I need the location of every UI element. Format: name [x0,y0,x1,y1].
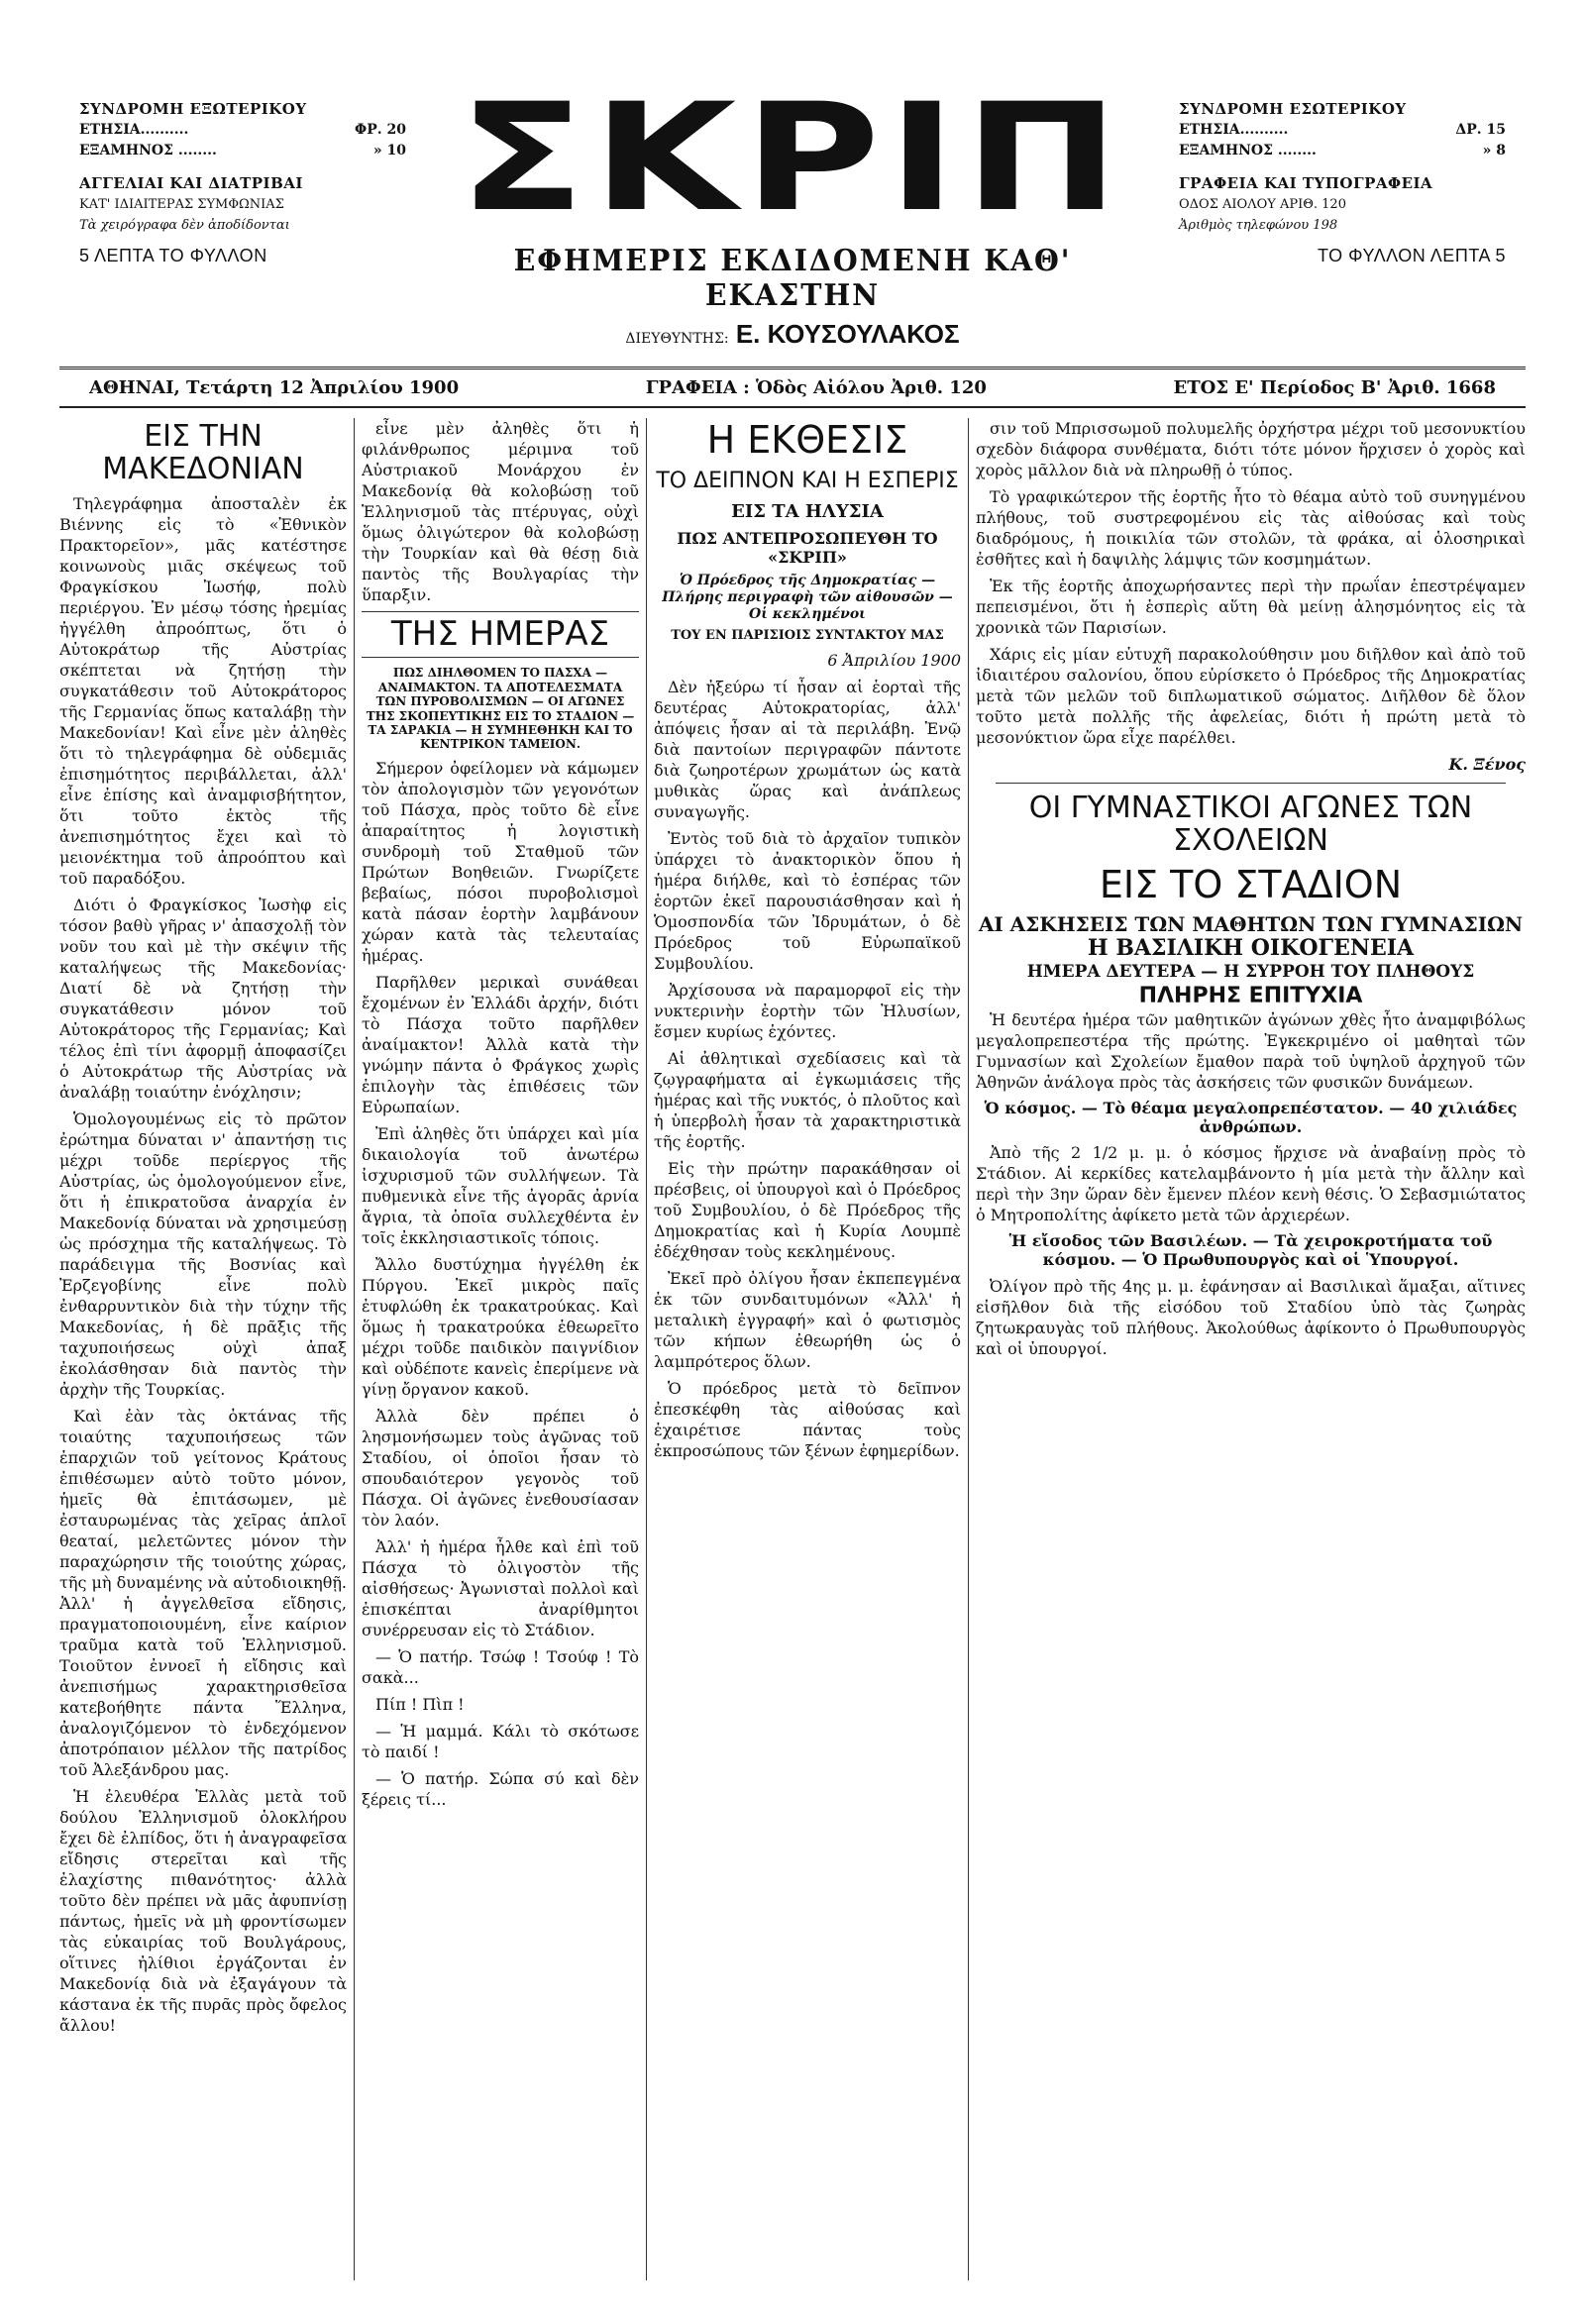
column-rule [354,418,355,2280]
issue-date: ΑΘΗΝΑΙ, Τετάρτη 12 Ἀπριλίου 1900 [89,377,460,398]
newspaper-logo: ΣΚΡΙΠ [458,72,1127,245]
price-right: ΤΟ ΦΥΛΛΟΝ ΛΕΠΤΑ 5 [1317,246,1506,265]
subscription-foreign: ΣΥΝΔΡΟΜΗ ΕΞΩΤΕΡΙΚΟΥ ΕΤΗΣΙΑ.......... ΦΡ. 20 ΕΞΑΜΗΝΟΣ ........ » 10 ΑΓΓΕΛΙΑΙ ΚΑΙ ΔΙΑΤΡΙΒΑΙ ΚΑΤ' ΙΔΙΑΙΤΕΡΑΣ ΣΥΜΦΩΝΙΑΣ Τὰ χειρόγραφα δὲν ἀποδίδονται 5 ΛΕΠΤΑ ΤΟ ΦΥΛΛΟΝ [79,100,406,265]
article-subhead-day: ΠΩΣ ΔΙΗΛΘΟΜΕΝ ΤΟ ΠΑΣΧΑ — ΑΝΑΙΜΑΚΤΟΝ. ΤΑ ΑΠΟΤΕΛΕΣΜΑΤΑ ΤΩΝ ΠΥΡΟΒΟΛΙΣΜΩΝ — ΟΙ ΑΓΩΝΕΣ ΤΗΣ ΣΚΟΠΕΥΤΙΚΗΣ ΕΙΣ ΤΟ ΣΤΑΔΙΟΝ — ΤΑ ΣΑΡΑΚΙΑ — Η ΣΥΜΗΕΘΗΚΗ ΚΑΙ ΤΟ ΚΕΝΤΡΙΚΟΝ ΤΑΜΕΙΟΝ. [366,666,635,752]
column-day-news: εἶνε μὲν ἀληθὲς ὅτι ἡ φιλάνθρωπος μέριμνα τοῦ Αὐστριακοῦ Μονάρχου ἐν Μακεδονίᾳ θὰ κολοβώσῃ τοῦ Ἑλληνισμοῦ τὰς πτέρυγας, οὐχὶ ὅμως ὀλιγώτερον θὰ κολοβώσῃ τὴν Τουρκίαν καὶ θὰ θέσῃ διὰ παντὸς τῆς Βουλγαρίας τὴν ὕπαρξιν. ΤΗΣ ΗΜΕΡΑΣ ΠΩΣ ΔΙΗΛΘΟΜΕΝ ΤΟ ΠΑΣΧΑ — ΑΝΑΙΜΑΚΤΟΝ. ΤΑ ΑΠΟΤΕΛΕΣΜΑΤΑ ΤΩΝ ΠΥΡΟΒΟΛΙΣΜΩΝ — ΟΙ ΑΓΩΝΕΣ ΤΗΣ ΣΚΟΠΕΥΤΙΚΗΣ ΕΙΣ ΤΟ ΣΤΑΔΙΟΝ — ΤΑ ΣΑΡΑΚΙΑ — Η ΣΥΜΗΕΘΗΚΗ ΚΑΙ ΤΟ ΚΕΝΤΡΙΚΟΝ ΤΑΜΕΙΟΝ. Σήμερον ὀφείλομεν νὰ κάμωμεν τὸν ἀπολογισμὸν τῶν γεγονότων τοῦ Πάσχα, πρὸς τοῦτο δὲ εἶνε ἀπαραίτητος ἡ λογιστικὴ συνδρομὴ τοῦ Σταθμοῦ τῶν Πρώτων Βοηθειῶν. Γνωρίζετε βεβαίως, πόσοι πυροβολισμοὶ κατὰ πάσαν ἑορτὴν λαμβάνουν χώραν κατὰ τὰς τελευταίας ἡμέρας. Παρῆλθεν μερικαὶ συνάθεαι ἔχομένων ἐν Ἑλλάδι ἀρχήν, διότι τὸ Πάσχα τοῦτο παρῆλθεν ἀναίμακτον! Ἀλλὰ κατὰ τὴν γνώμην πάντα ὁ Φράγκος χωρὶς ἐπιλογὴν τὰς ἐπιθέσεις τῶν Εὐρωπαίων. Ἐπὶ ἀληθὲς ὅτι ὑπάρχει καὶ μία δικαιολογία τοῦ ἀνωτέρω ἰσχυρισμοῦ τῶν συλλήψεων. Τὰ πυθμενικὰ εἶνε τῆς ἀγορᾶς ἀρνία ἄγρια, τὰ ὁποῖα συλλεχθέντα ἐν τοῖς ἐκκλησιαστικοῖς τόποις. Ἄλλο δυστύχημα ἠγγέλθη ἐκ Πύργου. Ἐκεῖ μικρὸς παῖς ἐτυφλώθη ἐκ τρακατρούκας. Καὶ ὅμως ἡ τρακατρούκα ἐθεωρεῖτο μέχρι τοῦδε παιδικὸν παιγνίδιον καὶ οὐδέποτε κανεὶς ἐπερίμενε νὰ γίνῃ ὄργανον κακοῦ. Ἀλλὰ δὲν πρέπει ὁ λησμονήσωμεν τοὺς ἀγῶνας τοῦ Σταδίου, οἱ ὁποῖοι ἦσαν τὸ σπουδαιότερον γεγονὸς τοῦ Πάσχα. Οἱ ἀγῶνες ἐνεθουσίασαν τὸν λαόν. Ἀλλ' ἡ ἡμέρα ἦλθε καὶ ἐπὶ τοῦ Πάσχα τὸ ὀλιγοστὸν τῆς αἰσθήσεως· Ἀγωνισταὶ πολλοὶ καὶ ἐπισκέπται ἀναρίθμητοι συνέρρευσαν εἰς τὸ Στάδιον. — Ὁ πατήρ. Τσώφ ! Τσούφ ! Τὸ σακὰ... Πίπ ! Πὶπ ! — Ἡ μαμμά. Κάλι τὸ σκότωσε τὸ παιδί ! — Ὁ πατήρ. Σώπα σύ καὶ δὲν ξέρεις τί... [362,419,639,1809]
newspaper-subtitle: ΕΦΗΜΕΡΙΣ ΕΚΔΙΔΟΜΕΝΗ ΚΑΘ' ΕΚΑΣΤΗΝ [513,244,1072,313]
column-rule [646,418,647,2280]
column-rule [968,418,969,2280]
column-macedonia: ΕΙΣ ΤΗΝ ΜΑΚΕΔΟΝΙΑΝ Τηλεγράφημα ἀποσταλὲν ἐκ Βιέννης εἰς τὸ «Ἐθνικὸν Πρακτορεῖον», μᾶς κατέστησε κοινωνοὺς μιᾶς σκέψεως τοῦ Φραγκίσκου Ἰωσήφ, πολὺ περιέργου. Ἐν μέσῳ τόσης ἠρεμίας ἠγγέλθη ἀπροόπτως, ὅτι ὁ Αὐτοκράτωρ τῆς Αὐστρίας σκέπτεται νὰ ζητήσῃ τὴν συγκατάθεσιν τοῦ Αὐτοκράτορος τῆς Γερμανίας ὅπως καταλάβῃ τὴν Μακεδονίαν! Καὶ εἶνε μὲν ἀληθὲς ὅτι τὸ τηλεγράφημα δὲ οὐδεμιᾶς ἐπισημότητος περιβάλλεται, ἀλλ' εἶνε ἐπίσης καὶ ἀναμφισβήτητον, ὅτι τοῦτο ἐκτὸς τῆς ἀνεπισημότητος ἔχει καὶ τὸ μειονέκτημα τοῦ ἀπροόπτου καὶ τοῦ παραδόξου. Διότι ὁ Φραγκίσκος Ἰωσὴφ εἰς τόσον βαθὺ γῆρας ν' ἀπασχολῇ τὸν νοῦν του καὶ μὲ τὴν σκέψιν τῆς καταλήψεως τῆς Μακεδονίας· Διατί δὲ νὰ ζητήσῃ τὴν συγκατάθεσιν μόνον τοῦ Αὐτοκράτορος τῆς Γερμανίας; Καὶ τέλος ἐπὶ τίνι ἀφορμῇ ἀποφασίζει ὁ Αὐτοκράτωρ τῆς Αὐστρίας νὰ ἀναλάβῃ τοιαύτην ἐνόχλησιν; Ὁμολογουμένως εἰς τὸ πρῶτον ἐρώτημα δύναται ν' ἀπαντήσῃ τις μέχρι τοῦδε περίεργος τῆς Αὐστρίας, ὡς ὁμολογούμενον εἶνε, ὅτι ἡ ἐπικρατοῦσα ἀναρχία ἐν Μακεδονίᾳ δύναται νὰ χρησιμεύσῃ ὡς πρόσχημα τῆς καταλήψεως. Τὸ παράδειγμα τῆς Βοσνίας καὶ Ἐρζεγοβίνης εἶνε πολὺ ἐνθαρρυντικὸν διὰ τὴν τύχην τῆς Μακεδονίας, ἡ δὲ πρᾶξις τῆς ταχυποιήσεως οὐχὶ ἀπαξ ἐκολάσθησαν διὰ παντὸς τὴν ἀρχὴν τῆς Τουρκίας. Καὶ ἐὰν τὰς ὀκτάνας τῆς τοιαύτης ταχυποιήσεως τῶν ἐπαρχιῶν τοῦ γείτονος Κράτους ἐπιθέσωμεν αὐτὸ τοῦτο μόνον, ἡμεῖς θὰ ἐπιτάσωμεν, μὲ ἐσταυρωμένας τὰς χεῖρας ἁπλοῖ θεαταί, μελετῶντες μόνον τὴν παραχώρησιν τῆς τοιούτης χώρας, τῆς μὴ δυναμένης νὰ αὐτοδιοικηθῇ. Ἀλλ' ἡ ἀγγελθεῖσα εἴδησις, πραγματοποιουμένη, εἶνε καίριον τραῦμα κατὰ τοῦ Ἑλληνισμοῦ. Τοιοῦτον ἐννοεῖ ἡ εἴδησις καὶ ἀνεπισήμως χαρακτηρισθεῖσα κατεβοήθητε πάντα Ἕλληνα, ἀναλογιζόμενον τὸ ἐνδεχόμενον ἀποτρόπαιον μέλλον τῆς πατρίδος τοῦ Ἀλεξάνδρου μας. Ἡ ἐλευθέρα Ἑλλὰς μετὰ τοῦ δούλου Ἑλληνισμοῦ ὁλοκλήρου ἔχει δὲ ἐλπίδος, ὅτι ἡ ἀναγραφεῖσα εἴδησις στερεῖται καὶ τῆς ἐλαχίστης πιθανότητος· ἀλλὰ τοῦτο δὲν πρέπει νὰ μᾶς ἀφυπνίσῃ πάντως, ἡμεῖς νὰ μὴ φροντίσωμεν τὰς εὐκαιρίας τοῦ Βουλγάρους, οἵτινες ἠλίθιοι ἐργάζονται ἐν Μακεδονίᾳ διὰ νὰ ἐξαγάγουν τὰ κάστανα ἐκ τῆς πυρᾶς πρὸς ὄφελος ἄλλου! [59,419,347,2035]
subscription-domestic: ΣΥΝΔΡΟΜΗ ΕΣΩΤΕΡΙΚΟΥ ΕΤΗΣΙΑ.......... ΔΡ. 15 ΕΞΑΜΗΝΟΣ ........ » 8 ΓΡΑΦΕΙΑ ΚΑΙ ΤΥΠΟΓΡΑΦΕΙΑ ΟΔΟΣ ΑΙΟΛΟΥ ΑΡΙΘ. 120 Ἀριθμὸς τηλεφώνου 198 ΤΟ ΦΥΛΛΟΝ ΛΕΠΤΑ 5 [1179,100,1506,265]
dateline [59,367,1526,408]
article-title-day: ΤΗΣ ΗΜΕΡΑΣ [362,611,639,658]
article-title-macedonia: ΕΙΣ ΤΗΝ ΜΑΚΕΔΟΝΙΑΝ [102,419,304,486]
article-title-gymnastics: ΟΙ ΓΥΜΝΑΣΤΙΚΟΙ ΑΓΩΝΕΣ ΤΩΝ ΣΧΟΛΕΙΩΝ [1028,791,1473,858]
divider [996,783,1506,784]
column-exhibition: Η ΕΚΘΕΣΙΣ ΤΟ ΔΕΙΠΝΟΝ ΚΑΙ Η ΕΣΠΕΡΙΣ ΕΙΣ ΤΑ ΗΛΥΣΙΑ ΠΩΣ ΑΝΤΕΠΡΟΣΩΠΕΥΘΗ ΤΟ «ΣΚΡΙΠ» Ὁ Πρόεδρος τῆς Δημοκρατίας — Πλήρης περιγραφὴ τῶν αἰθουσῶν — Οἱ κεκλημένοι ΤΟΥ ΕΝ ΠΑΡΙΣΙΟΙΣ ΣΥΝΤΑΚΤΟΥ ΜΑΣ 6 Ἀπριλίου 1900 Δὲν ἠξεύρω τί ἦσαν αἱ ἑορταὶ τῆς δευτέρας Αὐτοκρατορίας, ἀλλ' ἀπόψεις ἦσαν αἱ τὰ περιλάβη. Ἐνῷ διὰ παντοίων περιγραφῶν πάντοτε διὰ ζωηροτέρων χρωμάτων ὡς κατὰ μυθικὰς ὥρας καὶ ἀνάπλεως συναγωγῆς. Ἐντὸς τοῦ διὰ τὸ ἀρχαῖον τυπικὸν ὑπάρχει τὸ ἀνακτορικὸν ὅπου ἡ ἡμέρα διήλθε, καὶ τὸ ἐσπέρας τῶν ἑορτῶν ἐκεῖ παρουσιάσθησαν καὶ ἡ Ὁμοσπονδία τῶν Ἰδρυμάτων, ὁ δὲ Πρόεδρος τοῦ Εὐρωπαϊκοῦ Συμβουλίου. Ἀρχίσουσα νὰ παραμορφοῖ εἰς τὴν νυκτερινὴν ἑορτὴν τῶν Ἠλυσίων, ἔσμεν κυρίως ἐχόντες. Αἱ ἀθλητικαὶ σχεδίασεις καὶ τὰ ζῳγραφήματα αἱ ἐγκωμιάσεις τῆς ἡμέρας καὶ τῆς νυκτός, ὁ πλοῦτος καὶ ἡ ὑπερβολὴ ἦσαν τὰ χαρακτηριστικὰ τῆς ἑορτῆς. Εἰς τὴν πρώτην παρακάθησαν οἱ πρέσβεις, οἱ ὑπουργοὶ καὶ ὁ Πρόεδρος τοῦ Συμβουλίου, ὁ δὲ Πρόεδρος τῆς Δημοκρατίας καὶ ἡ Κυρία Λουμπὲ ἐδέχθησαν τοὺς κεκλημένους. Ἐκεῖ πρὸ ὀλίγου ἦσαν ἐκπεπεγμένα ἐκ τῶν συνδαιτυμόνων «Ἀλλ' ἡ μεταλικὴ ἐγγραφή» καὶ ὁ φωτισμὸς τῶν κήπων ἐθεωρήθη ὡς ὁ λαμπρότερος ὅλων. Ὁ πρόεδρος μετὰ τὸ δεῖπνον ἐπεσκέφθη τὰς αἰθούσας καὶ ἐχαιρέτισε πάντας τοὺς ἐκπροσώπους τῶν ξένων ἐφημερίδων. [654,418,961,1460]
article-signature: Κ. Ξένος [1448,755,1526,774]
title-block [416,72,1169,350]
director-line: ΔΙΕΥΘΥΝΤΗΣ: Ε. ΚΟΥΣΟΥΛΑΚΟΣ [625,319,960,349]
gymnastics-banner: ΟΙ ΓΥΜΝΑΣΤΙΚΟΙ ΑΓΩΝΕΣ ΤΩΝ ΣΧΟΛΕΙΩΝ ΕΙΣ ΤΟ ΣΤΑΔΙΟΝ ΑΙ ΑΣΚΗΣΕΙΣ ΤΩΝ ΜΑΘΗΤΩΝ ΤΩΝ ΓΥΜΝΑΣΙΩΝ Η ΒΑΣΙΛΙΚΗ ΟΙΚΟΓΕΝΕΙΑ ΗΜΕΡΑ ΔΕΥΤΕΡΑ — Η ΣΥΡΡΟΗ ΤΟΥ ΠΛΗΘΟΥΣ ΠΛΗΡΗΣ ΕΠΙΤΥΧΙΑ [976,792,1526,1006]
issue-number: ΕΤΟΣ Ε' Περίοδος Β' Ἀριθ. 1668 [1173,377,1496,398]
column-gymnastics: σιν τοῦ Μπρισσωμοῦ πολυμελῆς ὀρχήστρα μέχρι τοῦ μεσονυκτίου σχεδὸν διάφορα συνθέματα, διότι τότε μόνον ἤρχισεν ὁ χορὸς καὶ χορὸς μᾶλλον διὰ νὰ πληρωθῇ ὁ τύπος. Τὸ γραφικώτερον τῆς ἑορτῆς ἦτο τὸ θέαμα αὐτὸ τοῦ συνηγμένου πλήθους, τοῦ συστρεφομένου εἰς τὰς αἰθούσας καὶ τοὺς διαδρόμους, ἡ ποικιλία τῶν στολῶν, τὰ φράκα, αἱ ὁλοσηρικαὶ ἐσθῆτες καὶ ἡ δαψιλὴς λάμψις τῶν κοσμημάτων. Ἐκ τῆς ἑορτῆς ἀποχωρήσαντες περὶ τὴν πρωΐαν ἐπεστρέψαμεν πεπεισμένοι, ὅτι ἡ ἑσπερὶς αὕτη θὰ μείνῃ ἀλησμόνητος εἰς τὰ χρονικὰ τῶν Παρισίων. Χάρις εἰς μίαν εὐτυχῆ παρακολούθησιν μου διῆλθον καὶ ἀπὸ τοῦ ἰδιαιτέρου σαλονίου, ὅπου εὑρίσκετο ὁ Πρόεδρος τῆς Δημοκρατίας μετὰ τῶν μελῶν τοῦ διπλωματικοῦ σώματος. Διῆλθον δὲ ὅλον τοῦτο μετὰ πολλῆς τῆς ἀφελείας, διότι ἡ πρώτη μετὰ τὸ μεσονύκτιον ὥρα εἶχε παρέλθει. Κ. Ξένος ΟΙ ΓΥΜΝΑΣΤΙΚΟΙ ΑΓΩΝΕΣ ΤΩΝ ΣΧΟΛΕΙΩΝ ΕΙΣ ΤΟ ΣΤΑΔΙΟΝ ΑΙ ΑΣΚΗΣΕΙΣ ΤΩΝ ΜΑΘΗΤΩΝ ΤΩΝ ΓΥΜΝΑΣΙΩΝ Η ΒΑΣΙΛΙΚΗ ΟΙΚΟΓΕΝΕΙΑ ΗΜΕΡΑ ΔΕΥΤΕΡΑ — Η ΣΥΡΡΟΗ ΤΟΥ ΠΛΗΘΟΥΣ ΠΛΗΡΗΣ ΕΠΙΤΥΧΙΑ Ἡ δευτέρα ἡμέρα τῶν μαθητικῶν ἀγώνων χθὲς ἦτο ἀναμφιβόλως μεγαλοπρεπεστέρα τῆς πρώτης. Ἐγκεκριμένο οἱ μαθηταὶ τῶν Γυμνασίων καὶ Σχολείων ἔμαθον παρὰ τοῦ ὑψηλοῦ ἀρχηγοῦ τῶν Ἀθηνῶν ἀνάλογα πρὸς τὰς ἀσκήσεις τῶν φυσικῶν δυνάμεων. Ὁ κόσμος. — Τὸ θέαμα μεγαλοπρεπέστατον. — 40 χιλιάδες ἀνθρώπων. Ἀπὸ τῆς 2 1/2 μ. μ. ὁ κόσμος ἤρχισε νὰ ἀναβαίνῃ πρὸς τὸ Στάδιον. Αἱ κερκίδες κατελαμβάνοντο ἡ μία μετὰ τὴν ἄλλην καὶ περὶ τὴν 3ην ὥραν δὲν ἔμενεν πλέον κενὴ θέσις. Ὁ Σεβασμιώτατος ὁ Μητροπολίτης ἀφίκετο μετὰ τῶν ἀρχιερέων. Ἡ εἴσοδος τῶν Βασιλέων. — Τὰ χειροκροτήματα τοῦ κόσμου. — Ὁ Πρωθυπουργὸς καὶ οἱ Ὑπουργοί. Ὀλίγον πρὸ τῆς 4ης μ. μ. ἐφάνησαν αἱ Βασιλικαὶ ἅμαξαι, αἵτινες εἰσῆλθον διὰ τῆς εἰσόδου τοῦ Σταδίου ὑπὸ τὰς ζωηρὰς ζητωκραυγὰς τοῦ πλήθους. Ἀκολούθως ἀφίκοντο ὁ Πρωθυπουργὸς καὶ οἱ ὑπουργοί. [976,419,1526,1358]
price-left: 5 ΛΕΠΤΑ ΤΟ ΦΥΛΛΟΝ [79,246,267,265]
newspaper-page [59,69,1526,2288]
subscription-domestic-heading: ΣΥΝΔΡΟΜΗ ΕΣΩΤΕΡΙΚΟΥ [1179,100,1407,118]
office-address: ΓΡΑΦΕΙΑ : Ὁδὸς Αἰόλου Ἀριθ. 120 [645,377,987,398]
article-title-exhibition: Η ΕΚΘΕΣΙΣ [706,418,908,462]
masthead [59,69,1526,357]
article-columns [59,418,1526,2280]
subscription-foreign-heading: ΣΥΝΔΡΟΜΗ ΕΞΩΤΕΡΙΚΟΥ [79,100,307,118]
